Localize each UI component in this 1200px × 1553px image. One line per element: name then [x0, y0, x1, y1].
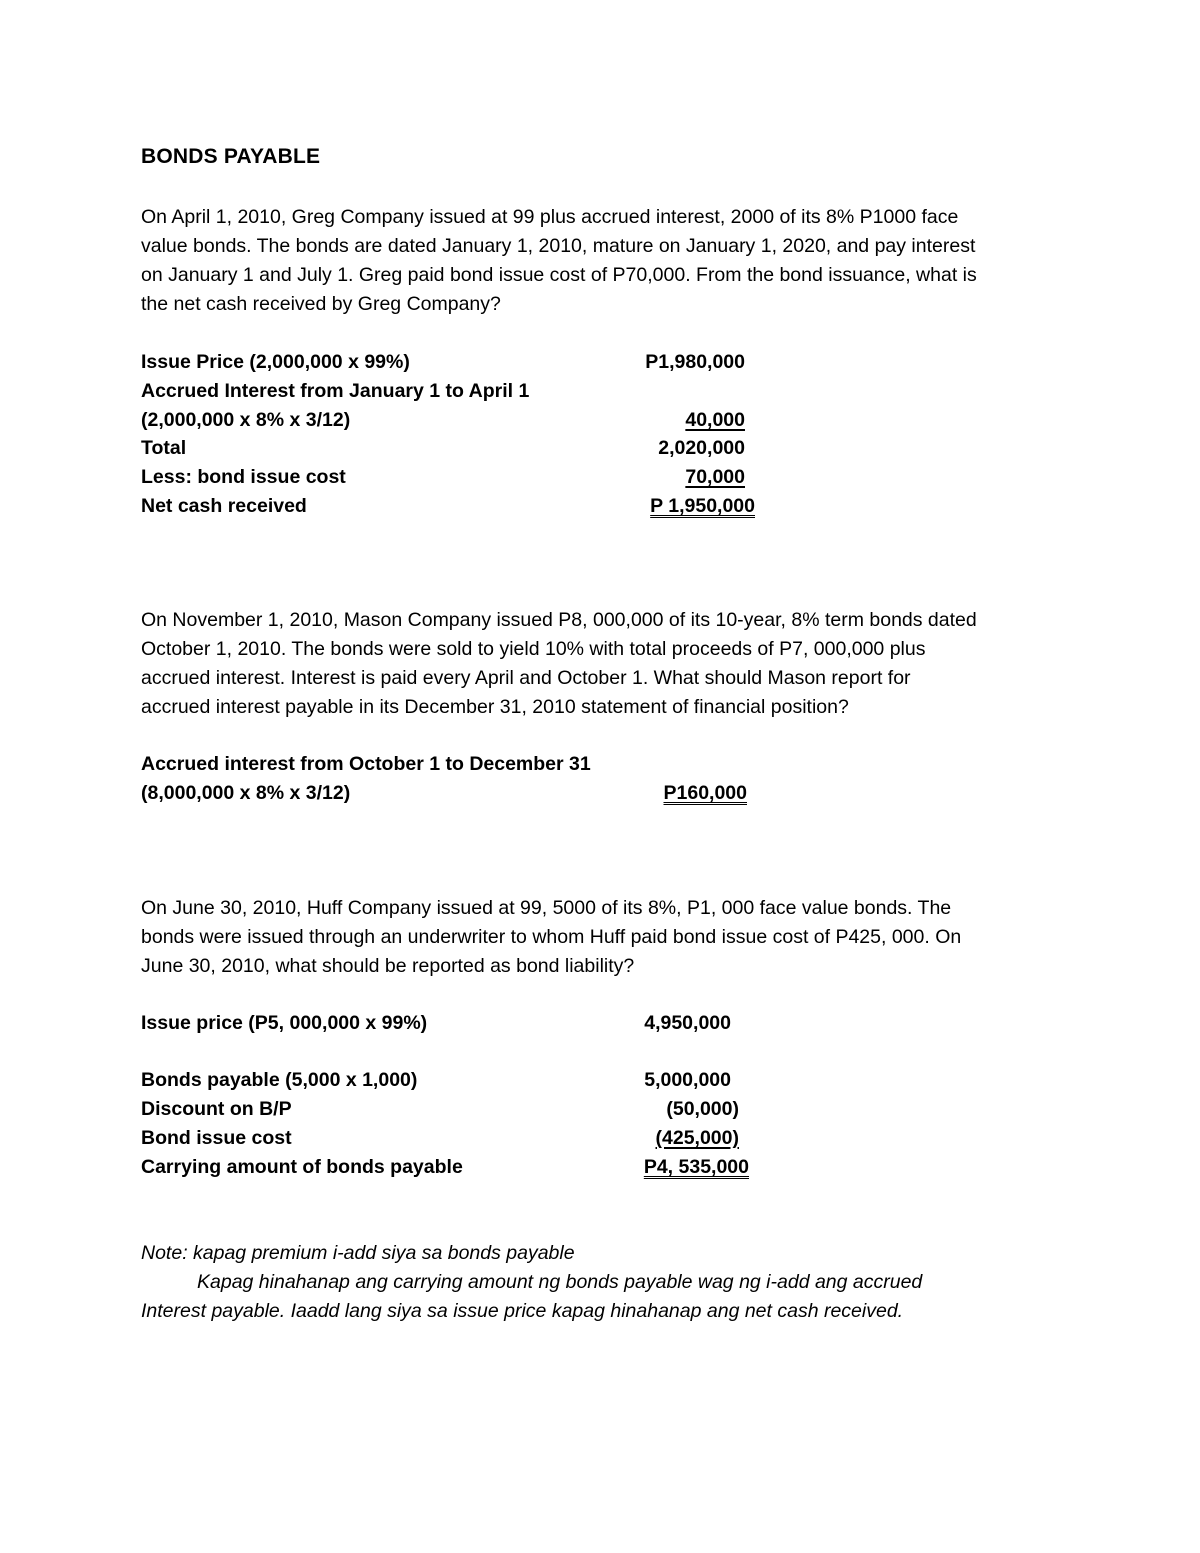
- note-line: Note: kapag premium i-add siya sa bonds payable: [141, 1242, 575, 1264]
- row-amount: P 1,950,000: [650, 495, 755, 517]
- row-amount: P4, 535,000: [643, 1156, 749, 1178]
- row-label: Net cash received: [141, 495, 307, 517]
- p2-row-accrued-interest: [141, 779, 841, 808]
- problem-3-line: bonds were issued through an underwriter to whom Huff paid bond issue cost of P425, 000. On: [141, 926, 962, 948]
- row-amount: P1,980,000: [645, 351, 745, 373]
- p1-row-accrued-interest: [141, 406, 841, 435]
- row-label: (2,000,000 x 8% x 3/12): [141, 409, 351, 431]
- problem-1-line: On April 1, 2010, Greg Company issued at 99 plus accrued interest, 2000 of its 8% P1000 face: [141, 206, 959, 228]
- problem-3-line: On June 30, 2010, Huff Company issued at 99, 5000 of its 8%, P1, 000 face value bonds. The: [141, 897, 952, 919]
- row-label: Bond issue cost: [141, 1127, 292, 1149]
- p3-row-bonds-payable: [141, 1066, 841, 1095]
- row-amount: 4,950,000: [644, 1012, 731, 1034]
- row-label: Issue price (P5, 000,000 x 99%): [141, 1012, 428, 1034]
- p2-row-accrued-interest-heading: [141, 750, 841, 779]
- row-amount: P160,000: [663, 782, 747, 804]
- row-label: Total: [141, 437, 187, 459]
- p1-row-issue-cost: [141, 463, 841, 492]
- row-amount: 2,020,000: [658, 437, 745, 459]
- problem-2-line: accrued interest payable in its December 31, 2010 statement of financial position?: [141, 696, 849, 718]
- row-label: Less: bond issue cost: [141, 466, 346, 488]
- note-block: [141, 1239, 1041, 1326]
- problem-3-line: June 30, 2010, what should be reported as bond liability?: [141, 955, 635, 977]
- problem-2-line: On November 1, 2010, Mason Company issued P8, 000,000 of its 10-year, 8% term bonds dated: [141, 609, 977, 631]
- row-label: (8,000,000 x 8% x 3/12): [141, 782, 351, 804]
- row-amount: 5,000,000: [644, 1069, 731, 1091]
- note-line: Kapag hinahanap ang carrying amount ng bonds payable wag ng i-add ang accrued: [197, 1271, 923, 1293]
- note-line: Interest payable. Iaadd lang siya sa issue price kapag hinahanap ang net cash received.: [141, 1300, 904, 1322]
- p1-row-accrued-interest-heading: [141, 377, 841, 406]
- row-amount: (425,000): [655, 1127, 739, 1149]
- row-label: Discount on B/P: [141, 1098, 292, 1120]
- row-label: Carrying amount of bonds payable: [141, 1156, 463, 1178]
- p3-row-discount: [141, 1095, 841, 1124]
- problem-2-text: [141, 606, 1071, 722]
- row-amount: 40,000: [685, 409, 745, 431]
- problem-1-line: value bonds. The bonds are dated January 1, 2010, mature on January 1, 2020, and pay interest: [141, 235, 976, 257]
- row-label: Bonds payable (5,000 x 1,000): [141, 1069, 418, 1091]
- p1-row-total: [141, 434, 841, 463]
- row-amount: (50,000): [666, 1098, 739, 1120]
- problem-1-line: on January 1 and July 1. Greg paid bond issue cost of P70,000. From the bond issuance, what is: [141, 264, 977, 286]
- row-amount: 70,000: [685, 466, 745, 488]
- p1-row-net-cash: [141, 492, 841, 521]
- problem-2-line: accrued interest. Interest is paid every April and October 1. What should Mason report for: [141, 667, 911, 689]
- row-label: Accrued interest from October 1 to December 31: [141, 753, 591, 775]
- row-label: Issue Price (2,000,000 x 99%): [141, 351, 410, 373]
- p3-row-issue-price: [141, 1009, 841, 1038]
- page-title: BONDS PAYABLE: [141, 145, 321, 168]
- p1-row-issue-price: [141, 348, 841, 377]
- problem-1-line: the net cash received by Greg Company?: [141, 293, 501, 315]
- problem-3-text: [141, 894, 1071, 981]
- p3-row-issue-cost: [141, 1124, 841, 1153]
- p3-row-carrying-amount: [141, 1153, 841, 1182]
- row-label: Accrued Interest from January 1 to April 1: [141, 380, 530, 402]
- problem-1-text: [141, 203, 1071, 319]
- problem-2-line: October 1, 2010. The bonds were sold to yield 10% with total proceeds of P7, 000,000 plus: [141, 638, 926, 660]
